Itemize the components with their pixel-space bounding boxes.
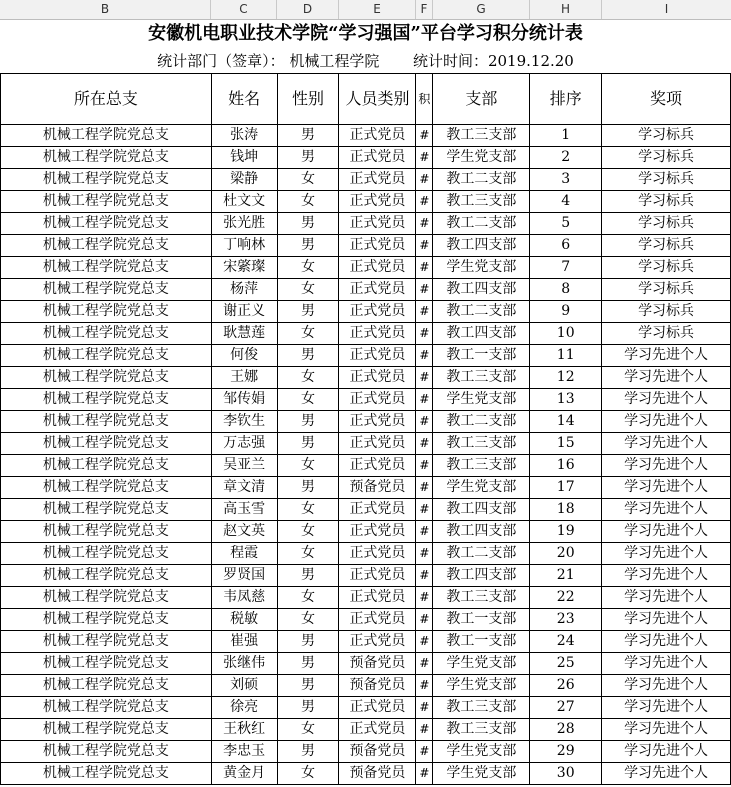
cell-award[interactable]: 学习标兵: [602, 147, 731, 169]
cell-branch[interactable]: 机械工程学院党总支: [1, 257, 212, 279]
cell-rank[interactable]: 3: [530, 169, 602, 191]
header-department[interactable]: 支部: [433, 74, 530, 125]
cell-department[interactable]: 学生党支部: [433, 653, 530, 675]
table-row: [1, 697, 731, 719]
cell-name[interactable]: 黄金月: [211, 763, 277, 785]
cell-rank[interactable]: 2: [530, 147, 602, 169]
cell-points[interactable]: #: [416, 455, 433, 477]
cell-member-type[interactable]: 预备党员: [339, 741, 416, 763]
cell-name[interactable]: 宋綮璨: [211, 257, 277, 279]
cell-points[interactable]: #: [416, 191, 433, 213]
cell-member-type[interactable]: 正式党员: [339, 301, 416, 323]
cell-award[interactable]: 学习先进个人: [602, 763, 731, 785]
cell-gender[interactable]: 女: [277, 257, 339, 279]
cell-award[interactable]: 学习先进个人: [602, 367, 731, 389]
cell-name[interactable]: 徐亮: [211, 697, 277, 719]
header-points[interactable]: 积: [416, 74, 433, 125]
cell-member-type[interactable]: 正式党员: [339, 279, 416, 301]
cell-award[interactable]: 学习先进个人: [602, 631, 731, 653]
cell-member-type[interactable]: 预备党员: [339, 763, 416, 785]
cell-gender[interactable]: 女: [277, 499, 339, 521]
table-row: [1, 741, 731, 763]
cell-branch[interactable]: 机械工程学院党总支: [1, 477, 212, 499]
cell-name[interactable]: 刘硕: [211, 675, 277, 697]
cell-rank[interactable]: 25: [530, 653, 602, 675]
cell-rank[interactable]: 24: [530, 631, 602, 653]
cell-branch[interactable]: 机械工程学院党总支: [1, 169, 212, 191]
table-row: [1, 301, 731, 323]
cell-award[interactable]: 学习先进个人: [602, 345, 731, 367]
cell-gender[interactable]: 男: [277, 565, 339, 587]
cell-branch[interactable]: 机械工程学院党总支: [1, 675, 212, 697]
cell-name[interactable]: 张涛: [211, 125, 277, 147]
cell-department[interactable]: 教工三支部: [433, 697, 530, 719]
cell-award[interactable]: 学习标兵: [602, 279, 731, 301]
cell-points[interactable]: #: [416, 653, 433, 675]
table-row: [1, 719, 731, 741]
cell-department[interactable]: 教工一支部: [433, 631, 530, 653]
cell-department[interactable]: 教工二支部: [433, 213, 530, 235]
cell-points[interactable]: #: [416, 125, 433, 147]
cell-branch[interactable]: 机械工程学院党总支: [1, 433, 212, 455]
table-row: [1, 125, 731, 147]
cell-rank[interactable]: 5: [530, 213, 602, 235]
cell-member-type[interactable]: 预备党员: [339, 675, 416, 697]
cell-gender[interactable]: 女: [277, 191, 339, 213]
cell-rank[interactable]: 27: [530, 697, 602, 719]
table-row: [1, 147, 731, 169]
cell-department[interactable]: 教工四支部: [433, 521, 530, 543]
cell-member-type[interactable]: 正式党员: [339, 587, 416, 609]
cell-points[interactable]: #: [416, 543, 433, 565]
cell-name[interactable]: 程霞: [211, 543, 277, 565]
cell-rank[interactable]: 8: [530, 279, 602, 301]
cell-points[interactable]: #: [416, 763, 433, 785]
cell-department[interactable]: 教工三支部: [433, 191, 530, 213]
cell-points[interactable]: #: [416, 433, 433, 455]
cell-rank[interactable]: 1: [530, 125, 602, 147]
table-row: [1, 477, 731, 499]
cell-branch[interactable]: 机械工程学院党总支: [1, 653, 212, 675]
cell-gender[interactable]: 女: [277, 323, 339, 345]
cell-name[interactable]: 税敏: [211, 609, 277, 631]
cell-rank[interactable]: 12: [530, 367, 602, 389]
cell-branch[interactable]: 机械工程学院党总支: [1, 213, 212, 235]
cell-department[interactable]: 教工一支部: [433, 345, 530, 367]
cell-name[interactable]: 王秋红: [211, 719, 277, 741]
cell-department[interactable]: 教工二支部: [433, 411, 530, 433]
cell-points[interactable]: #: [416, 675, 433, 697]
column-header-bar: [0, 0, 731, 20]
table-row: [1, 565, 731, 587]
table-row: [1, 609, 731, 631]
cell-rank[interactable]: 19: [530, 521, 602, 543]
cell-rank[interactable]: 11: [530, 345, 602, 367]
cell-rank[interactable]: 17: [530, 477, 602, 499]
header-award[interactable]: 奖项: [602, 74, 731, 125]
document-title: 安徽机电职业技术学院“学习强国”平台学习积分统计表: [148, 23, 583, 44]
cell-gender[interactable]: 女: [277, 609, 339, 631]
cell-rank[interactable]: 4: [530, 191, 602, 213]
cell-points[interactable]: #: [416, 697, 433, 719]
cell-member-type[interactable]: 正式党员: [339, 631, 416, 653]
cell-branch[interactable]: 机械工程学院党总支: [1, 499, 212, 521]
subtitle-line: [0, 49, 731, 73]
cell-member-type[interactable]: 正式党员: [339, 345, 416, 367]
cell-name[interactable]: 李忠玉: [211, 741, 277, 763]
cell-member-type[interactable]: 正式党员: [339, 235, 416, 257]
cell-name[interactable]: 杨萍: [211, 279, 277, 301]
cell-department[interactable]: 教工三支部: [433, 367, 530, 389]
cell-award[interactable]: 学习先进个人: [602, 455, 731, 477]
cell-member-type[interactable]: 正式党员: [339, 433, 416, 455]
cell-name[interactable]: 钱坤: [211, 147, 277, 169]
cell-department[interactable]: 教工三支部: [433, 587, 530, 609]
table-row: [1, 521, 731, 543]
table-row: [1, 389, 731, 411]
cell-rank[interactable]: 26: [530, 675, 602, 697]
cell-branch[interactable]: 机械工程学院党总支: [1, 719, 212, 741]
cell-gender[interactable]: 男: [277, 741, 339, 763]
cell-points[interactable]: #: [416, 323, 433, 345]
cell-department[interactable]: 教工三支部: [433, 719, 530, 741]
cell-rank[interactable]: 6: [530, 235, 602, 257]
cell-branch[interactable]: 机械工程学院党总支: [1, 279, 212, 301]
header-member-type[interactable]: 人员类别: [339, 74, 416, 125]
cell-name[interactable]: 杜文文: [211, 191, 277, 213]
cell-name[interactable]: 张光胜: [211, 213, 277, 235]
cell-award[interactable]: 学习先进个人: [602, 609, 731, 631]
cell-rank[interactable]: 22: [530, 587, 602, 609]
cell-branch[interactable]: 机械工程学院党总支: [1, 455, 212, 477]
cell-name[interactable]: 邹传娟: [211, 389, 277, 411]
cell-department[interactable]: 教工二支部: [433, 543, 530, 565]
table-row: [1, 257, 731, 279]
table-row: [1, 543, 731, 565]
cell-gender[interactable]: 女: [277, 587, 339, 609]
cell-points[interactable]: #: [416, 499, 433, 521]
header-gender[interactable]: 性别: [277, 74, 339, 125]
cell-gender[interactable]: 男: [277, 147, 339, 169]
cell-rank[interactable]: 28: [530, 719, 602, 741]
column-letter-b[interactable]: B: [0, 0, 211, 19]
cell-branch[interactable]: 机械工程学院党总支: [1, 235, 212, 257]
cell-gender[interactable]: 男: [277, 433, 339, 455]
cell-award[interactable]: 学习标兵: [602, 213, 731, 235]
column-letter-h[interactable]: H: [530, 0, 602, 19]
cell-name[interactable]: 丁响林: [211, 235, 277, 257]
cell-points[interactable]: #: [416, 169, 433, 191]
table-row: [1, 675, 731, 697]
table-row: [1, 345, 731, 367]
cell-gender[interactable]: 男: [277, 697, 339, 719]
cell-department[interactable]: 教工三支部: [433, 125, 530, 147]
cell-award[interactable]: 学习标兵: [602, 169, 731, 191]
cell-department[interactable]: 教工四支部: [433, 323, 530, 345]
cell-award[interactable]: 学习标兵: [602, 301, 731, 323]
cell-award[interactable]: 学习先进个人: [602, 499, 731, 521]
cell-rank[interactable]: 18: [530, 499, 602, 521]
table-row: [1, 433, 731, 455]
cell-department[interactable]: 教工四支部: [433, 499, 530, 521]
cell-name[interactable]: 崔强: [211, 631, 277, 653]
cell-department[interactable]: 学生党支部: [433, 389, 530, 411]
cell-name[interactable]: 张继伟: [211, 653, 277, 675]
statistics-time: 统计时间：2019.12.20: [412, 52, 574, 70]
cell-member-type[interactable]: 正式党员: [339, 169, 416, 191]
cell-points[interactable]: #: [416, 213, 433, 235]
cell-department[interactable]: 教工一支部: [433, 609, 530, 631]
cell-department[interactable]: 学生党支部: [433, 763, 530, 785]
cell-points[interactable]: #: [416, 521, 433, 543]
cell-department[interactable]: 教工二支部: [433, 301, 530, 323]
cell-gender[interactable]: 男: [277, 301, 339, 323]
cell-name[interactable]: 梁静: [211, 169, 277, 191]
cell-award[interactable]: 学习先进个人: [602, 411, 731, 433]
cell-member-type[interactable]: 正式党员: [339, 565, 416, 587]
cell-department[interactable]: 教工三支部: [433, 455, 530, 477]
cell-award[interactable]: 学习标兵: [602, 323, 731, 345]
cell-member-type[interactable]: 正式党员: [339, 367, 416, 389]
cell-rank[interactable]: 29: [530, 741, 602, 763]
cell-gender[interactable]: 女: [277, 455, 339, 477]
cell-branch[interactable]: 机械工程学院党总支: [1, 697, 212, 719]
cell-name[interactable]: 赵文英: [211, 521, 277, 543]
cell-gender[interactable]: 男: [277, 477, 339, 499]
cell-points[interactable]: #: [416, 367, 433, 389]
cell-member-type[interactable]: 正式党员: [339, 521, 416, 543]
cell-award[interactable]: 学习先进个人: [602, 543, 731, 565]
cell-gender[interactable]: 男: [277, 235, 339, 257]
column-letter-f[interactable]: F: [416, 0, 433, 19]
cell-branch[interactable]: 机械工程学院党总支: [1, 587, 212, 609]
cell-gender[interactable]: 女: [277, 521, 339, 543]
cell-award[interactable]: 学习先进个人: [602, 389, 731, 411]
cell-department[interactable]: 学生党支部: [433, 257, 530, 279]
column-letter-g[interactable]: G: [433, 0, 530, 19]
cell-name[interactable]: 谢正义: [211, 301, 277, 323]
table-row: [1, 653, 731, 675]
cell-gender[interactable]: 男: [277, 125, 339, 147]
cell-gender[interactable]: 男: [277, 345, 339, 367]
cell-name[interactable]: 王娜: [211, 367, 277, 389]
cell-points[interactable]: #: [416, 741, 433, 763]
cell-award[interactable]: 学习先进个人: [602, 477, 731, 499]
cell-award[interactable]: 学习先进个人: [602, 675, 731, 697]
cell-rank[interactable]: 7: [530, 257, 602, 279]
cell-branch[interactable]: 机械工程学院党总支: [1, 521, 212, 543]
table-row: [1, 279, 731, 301]
cell-points[interactable]: #: [416, 235, 433, 257]
cell-member-type[interactable]: 正式党员: [339, 455, 416, 477]
cell-branch[interactable]: 机械工程学院党总支: [1, 411, 212, 433]
table-header-row: [1, 74, 731, 125]
cell-member-type[interactable]: 正式党员: [339, 719, 416, 741]
cell-member-type[interactable]: 正式党员: [339, 389, 416, 411]
cell-member-type[interactable]: 正式党员: [339, 697, 416, 719]
cell-rank[interactable]: 9: [530, 301, 602, 323]
cell-branch[interactable]: 机械工程学院党总支: [1, 301, 212, 323]
cell-name[interactable]: 高玉雪: [211, 499, 277, 521]
cell-member-type[interactable]: 正式党员: [339, 323, 416, 345]
cell-gender[interactable]: 女: [277, 763, 339, 785]
cell-award[interactable]: 学习标兵: [602, 257, 731, 279]
points-table: [0, 73, 731, 785]
cell-award[interactable]: 学习标兵: [602, 191, 731, 213]
cell-award[interactable]: 学习先进个人: [602, 719, 731, 741]
cell-gender[interactable]: 男: [277, 411, 339, 433]
cell-award[interactable]: 学习先进个人: [602, 741, 731, 763]
cell-name[interactable]: 何俊: [211, 345, 277, 367]
table-row: [1, 213, 731, 235]
table-row: [1, 191, 731, 213]
table-row: [1, 763, 731, 785]
cell-department[interactable]: 学生党支部: [433, 675, 530, 697]
cell-award[interactable]: 学习标兵: [602, 125, 731, 147]
cell-award[interactable]: 学习先进个人: [602, 653, 731, 675]
table-row: [1, 411, 731, 433]
cell-gender[interactable]: 男: [277, 631, 339, 653]
column-letter-d[interactable]: D: [277, 0, 339, 19]
cell-points[interactable]: #: [416, 631, 433, 653]
cell-department[interactable]: 教工四支部: [433, 565, 530, 587]
cell-branch[interactable]: 机械工程学院党总支: [1, 323, 212, 345]
cell-rank[interactable]: 15: [530, 433, 602, 455]
cell-rank[interactable]: 20: [530, 543, 602, 565]
cell-branch[interactable]: 机械工程学院党总支: [1, 741, 212, 763]
cell-award[interactable]: 学习先进个人: [602, 521, 731, 543]
cell-points[interactable]: #: [416, 301, 433, 323]
cell-branch[interactable]: 机械工程学院党总支: [1, 631, 212, 653]
cell-gender[interactable]: 女: [277, 169, 339, 191]
cell-gender[interactable]: 女: [277, 279, 339, 301]
cell-branch[interactable]: 机械工程学院党总支: [1, 147, 212, 169]
cell-department[interactable]: 学生党支部: [433, 477, 530, 499]
cell-gender[interactable]: 女: [277, 367, 339, 389]
cell-award[interactable]: 学习先进个人: [602, 587, 731, 609]
cell-branch[interactable]: 机械工程学院党总支: [1, 389, 212, 411]
cell-member-type[interactable]: 正式党员: [339, 543, 416, 565]
cell-member-type[interactable]: 预备党员: [339, 477, 416, 499]
statistics-department: 统计部门（签章）： 机械工程学院: [157, 52, 380, 70]
cell-branch[interactable]: 机械工程学院党总支: [1, 609, 212, 631]
cell-points[interactable]: #: [416, 389, 433, 411]
cell-department[interactable]: 教工三支部: [433, 433, 530, 455]
cell-rank[interactable]: 23: [530, 609, 602, 631]
cell-gender[interactable]: 女: [277, 719, 339, 741]
header-branch[interactable]: 所在总支: [1, 74, 212, 125]
cell-gender[interactable]: 女: [277, 389, 339, 411]
table-row: [1, 455, 731, 477]
cell-rank[interactable]: 21: [530, 565, 602, 587]
table-row: [1, 587, 731, 609]
cell-points[interactable]: #: [416, 477, 433, 499]
cell-name[interactable]: 章文清: [211, 477, 277, 499]
column-letter-i[interactable]: I: [664, 2, 669, 16]
cell-name[interactable]: 李钦生: [211, 411, 277, 433]
cell-branch[interactable]: 机械工程学院党总支: [1, 565, 212, 587]
cell-gender[interactable]: 男: [277, 675, 339, 697]
cell-branch[interactable]: 机械工程学院党总支: [1, 543, 212, 565]
header-name[interactable]: 姓名: [211, 74, 277, 125]
cell-branch[interactable]: 机械工程学院党总支: [1, 125, 212, 147]
cell-member-type[interactable]: 正式党员: [339, 213, 416, 235]
cell-department[interactable]: 学生党支部: [433, 147, 530, 169]
cell-gender[interactable]: 男: [277, 213, 339, 235]
cell-rank[interactable]: 10: [530, 323, 602, 345]
cell-branch[interactable]: 机械工程学院党总支: [1, 191, 212, 213]
column-letter-e[interactable]: E: [339, 0, 416, 19]
cell-gender[interactable]: 女: [277, 543, 339, 565]
cell-member-type[interactable]: 预备党员: [339, 653, 416, 675]
cell-member-type[interactable]: 正式党员: [339, 125, 416, 147]
cell-member-type[interactable]: 正式党员: [339, 257, 416, 279]
cell-member-type[interactable]: 正式党员: [339, 191, 416, 213]
cell-name[interactable]: 吴亚兰: [211, 455, 277, 477]
cell-rank[interactable]: 16: [530, 455, 602, 477]
cell-points[interactable]: #: [416, 411, 433, 433]
cell-branch[interactable]: 机械工程学院党总支: [1, 763, 212, 785]
cell-award[interactable]: 学习先进个人: [602, 697, 731, 719]
table-row: [1, 169, 731, 191]
cell-name[interactable]: 耿慧莲: [211, 323, 277, 345]
cell-department[interactable]: 学生党支部: [433, 741, 530, 763]
cell-award[interactable]: 学习标兵: [602, 235, 731, 257]
cell-award[interactable]: 学习先进个人: [602, 565, 731, 587]
cell-branch[interactable]: 机械工程学院党总支: [1, 345, 212, 367]
cell-department[interactable]: 教工四支部: [433, 235, 530, 257]
cell-points[interactable]: #: [416, 279, 433, 301]
cell-rank[interactable]: 13: [530, 389, 602, 411]
cell-name[interactable]: 罗贤国: [211, 565, 277, 587]
table-row: [1, 323, 731, 345]
table-row: [1, 367, 731, 389]
cell-gender[interactable]: 男: [277, 653, 339, 675]
cell-award[interactable]: 学习先进个人: [602, 433, 731, 455]
cell-branch[interactable]: 机械工程学院党总支: [1, 367, 212, 389]
cell-rank[interactable]: 14: [530, 411, 602, 433]
cell-points[interactable]: #: [416, 609, 433, 631]
cell-points[interactable]: #: [416, 345, 433, 367]
table-row: [1, 631, 731, 653]
cell-name[interactable]: 万志强: [211, 433, 277, 455]
column-letter-c[interactable]: C: [211, 0, 277, 19]
table-row: [1, 235, 731, 257]
cell-department[interactable]: 教工四支部: [433, 279, 530, 301]
header-rank[interactable]: 排序: [530, 74, 602, 125]
cell-points[interactable]: #: [416, 587, 433, 609]
cell-member-type[interactable]: 正式党员: [339, 411, 416, 433]
cell-points[interactable]: #: [416, 257, 433, 279]
cell-name[interactable]: 韦凤慈: [211, 587, 277, 609]
cell-points[interactable]: #: [416, 565, 433, 587]
cell-member-type[interactable]: 正式党员: [339, 609, 416, 631]
table-row: [1, 499, 731, 521]
cell-rank[interactable]: 30: [530, 763, 602, 785]
cell-points[interactable]: #: [416, 719, 433, 741]
cell-department[interactable]: 教工二支部: [433, 169, 530, 191]
cell-member-type[interactable]: 正式党员: [339, 147, 416, 169]
cell-points[interactable]: #: [416, 147, 433, 169]
cell-member-type[interactable]: 正式党员: [339, 499, 416, 521]
